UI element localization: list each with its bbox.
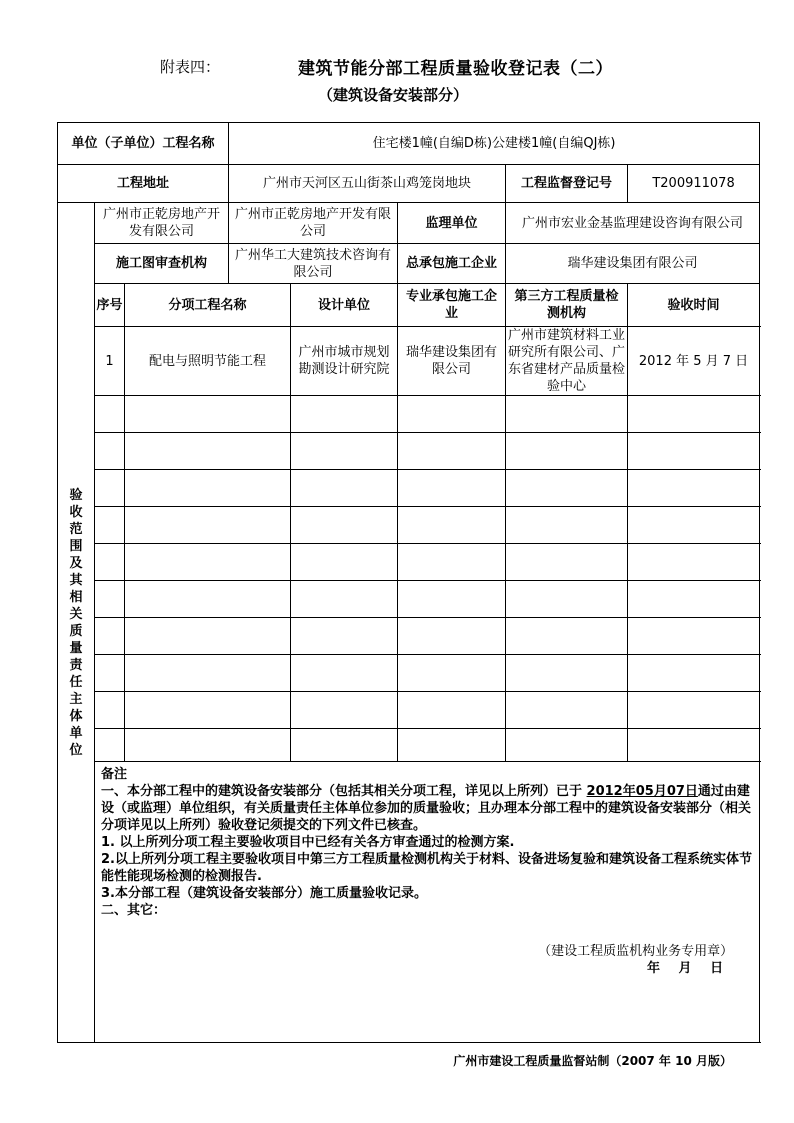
table-row [58, 327, 760, 396]
form-subtitle: （建筑设备安装部分） [318, 86, 469, 104]
cell-testing-agency: 广州市建筑材料工业研究所有限公司、广东省建材产品质量检验中心 [506, 327, 628, 396]
cell-subproject [125, 618, 291, 655]
cell-no [95, 544, 125, 581]
cell-testing-agency [506, 544, 628, 581]
notes-section [95, 762, 760, 1043]
registration-number-label: 工程监督登记号 [506, 165, 628, 203]
cell-testing-agency [506, 692, 628, 729]
cell-designer [291, 396, 398, 433]
supervision-value: 广州市宏业金基监理建设咨询有限公司 [506, 203, 760, 244]
cell-designer [291, 729, 398, 762]
project-name-row [58, 123, 760, 165]
cell-acceptance-date [628, 544, 760, 581]
col-header-testing-agency: 第三方工程质量检测机构 [506, 284, 628, 327]
cell-subproject [125, 655, 291, 692]
cell-no [95, 396, 125, 433]
cell-acceptance-date [628, 470, 760, 507]
notes-row [58, 762, 760, 1043]
cell-subproject [125, 581, 291, 618]
cell-subproject: 配电与照明节能工程 [125, 327, 291, 396]
cell-specialty-contractor [398, 507, 506, 544]
cell-no: 1 [95, 327, 125, 396]
cell-no [95, 581, 125, 618]
address-value: 广州市天河区五山街茶山鸡笼岗地块 [229, 165, 506, 203]
supervision-label: 监理单位 [398, 203, 506, 244]
table-row [58, 581, 760, 618]
table-row [58, 507, 760, 544]
cell-specialty-contractor [398, 470, 506, 507]
notes-other: 二、其它： [101, 903, 167, 918]
project-name-value: 住宅楼1幢(自编D栋)公建楼1幢(自编QJ栋) [229, 123, 760, 165]
cell-specialty-contractor [398, 729, 506, 762]
cell-acceptance-date [628, 507, 760, 544]
address-row [58, 165, 760, 203]
cell-acceptance-date: 2012 年 5 月 7 日 [628, 327, 760, 396]
col-header-designer: 设计单位 [291, 284, 398, 327]
notes-item-1: 1. 以上所列分项工程主要验收项目中已经有关各方审查通过的检测方案. [101, 835, 515, 850]
side-label [58, 203, 95, 1043]
review-row [58, 244, 760, 284]
notes-seal-text: （建设工程质监机构业务专用章） [538, 944, 734, 959]
cell-acceptance-date [628, 655, 760, 692]
review-value: 广州华工大建筑技术咨询有限公司 [229, 244, 398, 284]
cell-designer [291, 581, 398, 618]
cell-testing-agency [506, 618, 628, 655]
cell-testing-agency [506, 507, 628, 544]
cell-designer [291, 433, 398, 470]
cell-acceptance-date [628, 396, 760, 433]
cell-subproject [125, 470, 291, 507]
column-header-row [58, 284, 760, 327]
cell-testing-agency [506, 655, 628, 692]
registration-number-value: T200911078 [628, 165, 760, 203]
table-row [58, 655, 760, 692]
cell-designer: 广州市城市规划勘测设计研究院 [291, 327, 398, 396]
notes-date-line: 年 月 日 [647, 961, 724, 976]
cell-specialty-contractor [398, 544, 506, 581]
table-row [58, 544, 760, 581]
cell-subproject [125, 729, 291, 762]
side-label-text: 验收范围及其相关质量责任主体单位 [69, 487, 83, 758]
notes-heading: 备注 [101, 767, 128, 782]
cell-specialty-contractor: 瑞华建设集团有限公司 [398, 327, 506, 396]
cell-no [95, 729, 125, 762]
cell-designer [291, 544, 398, 581]
contractor-value: 瑞华建设集团有限公司 [506, 244, 760, 284]
notes-item-2: 2.以上所列分项工程主要验收项目中第三方工程质量检测机构关于材料、设备进场复验和建筑设备工程系统实体节能性能现场检测的检测报告. [101, 852, 752, 884]
cell-designer [291, 655, 398, 692]
main-unit-value: 广州市正乾房地产开发有限公司 [229, 203, 398, 244]
cell-acceptance-date [628, 618, 760, 655]
col-header-subproject: 分项工程名称 [125, 284, 291, 327]
cell-no [95, 433, 125, 470]
form-title: 建筑节能分部工程质量验收登记表（二） [298, 59, 613, 79]
table-row [58, 618, 760, 655]
cell-subproject [125, 507, 291, 544]
cell-testing-agency [506, 470, 628, 507]
col-header-no: 序号 [95, 284, 125, 327]
table-row [58, 396, 760, 433]
footer-credit: 广州市建设工程质量监督站制（2007 年 10 月版） [453, 1054, 732, 1068]
notes-item-3: 3.本分部工程（建筑设备安装部分）施工质量验收记录。 [101, 886, 427, 901]
cell-specialty-contractor [398, 618, 506, 655]
col-header-acceptance-date: 验收时间 [628, 284, 760, 327]
project-name-label: 单位（子单位）工程名称 [58, 123, 229, 165]
notes-p1-text-b: 通过由建设（或监理）单位组织，有关质量责任主体单位参加的质量验收；且办理本分部工程中的建筑设备安装部分（相关分项详见以上所列）验收登记须提交的下列文件已核查。 [101, 784, 752, 833]
cell-testing-agency [506, 396, 628, 433]
table-row [58, 729, 760, 762]
cell-acceptance-date [628, 729, 760, 762]
cell-no [95, 692, 125, 729]
notes-paragraph-1 [101, 783, 753, 834]
cell-specialty-contractor [398, 581, 506, 618]
cell-subproject [125, 692, 291, 729]
cell-no [95, 618, 125, 655]
registration-form-table [57, 122, 760, 1043]
cell-specialty-contractor [398, 655, 506, 692]
cell-specialty-contractor [398, 396, 506, 433]
table-row [58, 692, 760, 729]
cell-specialty-contractor [398, 433, 506, 470]
cell-specialty-contractor [398, 692, 506, 729]
cell-no [95, 507, 125, 544]
cell-testing-agency [506, 581, 628, 618]
cell-designer [291, 507, 398, 544]
cell-subproject [125, 433, 291, 470]
cell-no [95, 655, 125, 692]
cell-testing-agency [506, 729, 628, 762]
contractor-label: 总承包施工企业 [398, 244, 506, 284]
cell-designer [291, 618, 398, 655]
cell-designer [291, 470, 398, 507]
cell-acceptance-date [628, 692, 760, 729]
cell-no [95, 470, 125, 507]
cell-subproject [125, 396, 291, 433]
cell-subproject [125, 544, 291, 581]
review-label: 施工图审查机构 [95, 244, 229, 284]
cell-designer [291, 692, 398, 729]
cell-acceptance-date [628, 433, 760, 470]
address-label: 工程地址 [58, 165, 229, 203]
table-row [58, 470, 760, 507]
col-header-specialty-contractor: 专业承包施工企业 [398, 284, 506, 327]
cell-testing-agency [506, 433, 628, 470]
developer-value: 广州市正乾房地产开发有限公司 [95, 203, 229, 244]
notes-p1-date: 2012年05月07日 [586, 784, 698, 799]
annex-prefix: 附表四： [160, 58, 221, 76]
cell-acceptance-date [628, 581, 760, 618]
notes-p1-text-a: 一、本分部工程中的建筑设备安装部分（包括其相关分项工程，详见以上所列）已于 [101, 784, 583, 799]
developer-row [58, 203, 760, 244]
table-row [58, 433, 760, 470]
